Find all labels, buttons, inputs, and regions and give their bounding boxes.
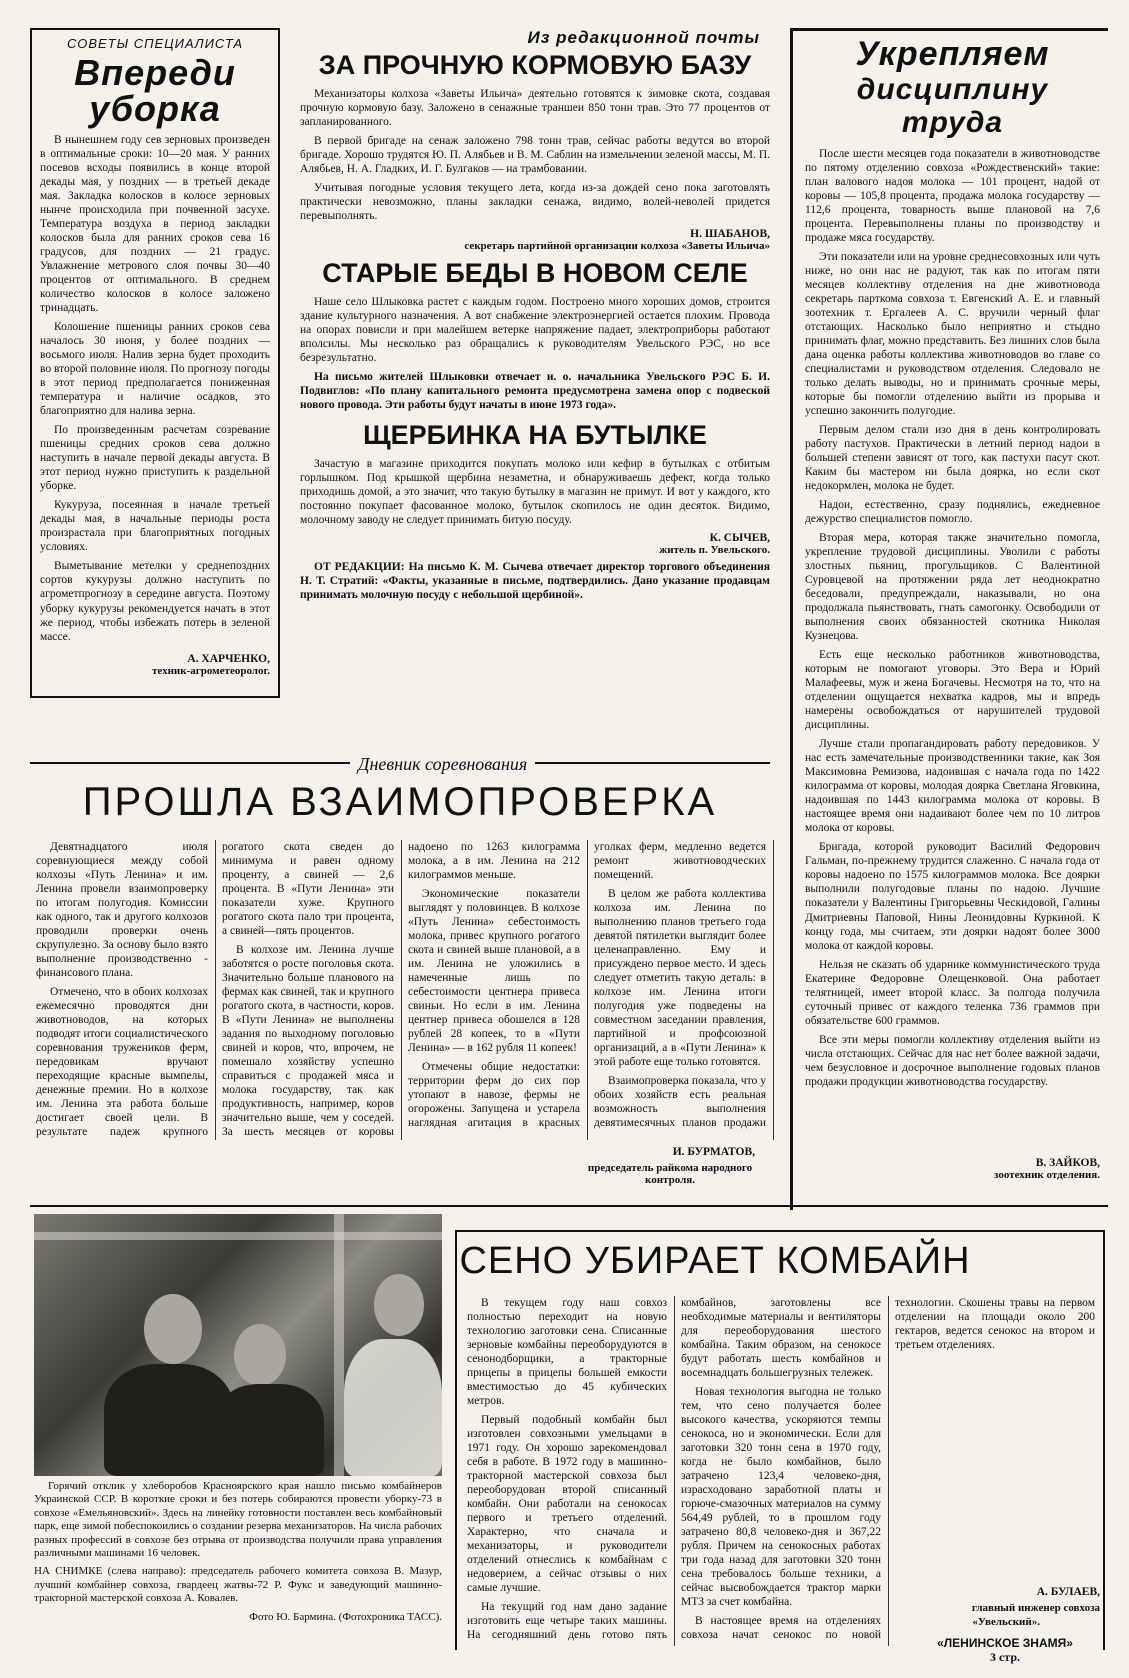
article-title: СЕНО УБИРАЕТ КОМБАЙН [459, 1240, 971, 1282]
author-role: «Увельский». [972, 1616, 1040, 1628]
paragraph: Вторая мера, которая также значительно помогла, укрепление трудовой дисциплины. Уволили с работы злостных пьяниц, прогульщиков. С Валентиной Суровцевой на протяжении ряда лет неоднократно беседовали, предупреждали, наказывали, но она продолжала пьянствовать, гнать самогонку. Освободили от выполнения своих обязанностей скотника Николая Кузнецова. [805, 532, 1100, 643]
paragraph: Есть еще несколько работников животноводства, которым не помогают уговоры. Это Вера и Юрий Малафеевы, муж и жена Богачевы. Несмотря на то, что на отделении ощущается нехватка кадров, мы и впредь намерены освобождаться от нарушителей трудовой дисциплины. [805, 649, 1100, 732]
photo-person-body [214, 1384, 324, 1476]
article-body [300, 87, 770, 223]
paragraph: В настоящее время на отделениях совхоза начат сенокос по новой технологии. Скошены травы на первом отделении на площади около 200 гектаров, ведется сенокос на втором и третьем отделениях. [681, 1297, 1095, 1642]
rubric-sovety: СОВЕТЫ СПЕЦИАЛИСТА [66, 36, 244, 51]
paragraph: В целом же работа коллектива колхоза им. Ленина по выполнению планов третьего года девятой пятилетки выглядит более целенаправленно. Ему и присуждено первое место. И здесь следует отметить такую деталь: в колхозе им. Ленина итоги полугодия уже подведены на совместном заседании правления, партийной и профсоюзной организаций, а в «Пути Ленина» к этой работе еще только готовятся. [594, 888, 766, 1069]
newspaper-name: «ЛЕНИНСКОЕ ЗНАМЯ» [937, 1636, 1073, 1650]
paragraph: Учитывая погодные условия текущего лета, когда из-за дождей сено пока заготовлять практически невозможно, планы закладки сенажа, видимо, волей-неволей придется перевыполнять. [300, 182, 770, 223]
article-vzaimoproverka [30, 754, 775, 1199]
article-seno [455, 1212, 1110, 1672]
editorial-reply [300, 560, 770, 602]
article-title-line2: дисциплину труда [856, 72, 1049, 139]
letters-section [300, 28, 770, 748]
paragraph: Первый подобный комбайн был изготовлен совхозными умельцами в 1971 году. Он хорошо зарекомендовал себя в работе. В 1972 году в машинно-тракторной мастерской совхоза был переоборудован второй списанный комбайн. Они работали на сенокосах первого и третьего отделений. Характерно, что сначала и механизаторы, и руководители отделений отнеслись к комбайнам с недоверием, а сейчас отзывы о них самые лучшие. [467, 1414, 667, 1595]
paragraph: В первой бригаде на сенаж заложено 798 тонн трав, сейчас работы ведутся во второй бригаде. Хорошо трудятся Ю. П. Алябьев и В. М. Саблин на измельчении зеленой массы, М. П. Алябьев, Н. А. Гладких, И. Г. Булгаков — на трамбовании. [300, 135, 770, 176]
article-vperedi-uborka [30, 28, 280, 698]
paragraph: После шести месяцев года показатели в животноводстве по пятому отделению совхоза «Рождественский» такие: план валового надоя молока — 101 процент, надой от коровы — 105,8 процента, продажа молока государству — 112,6 процента, товарность выше плановой на 7,6 процента. Перевыполнены планы по производству и продаже мяса государству. [805, 147, 1100, 244]
paragraph: Горячий отклик у хлеборобов Красноярского края нашло письмо комбайнеров Украинской ССР. В короткие сроки и без потерь собираются провести уборку-73 в совхозе «Емельяновский». Здесь на линейку готовности поставлен весь комбайновый парк, еще зимой побеспокоились о создании резерва механизаторов. На числа рабочих разных профессий в совхозе без отрыва от производства получили права управления различными машинами 16 человек. [34, 1480, 442, 1560]
photo-machine-frame [334, 1214, 344, 1476]
paragraph: Выметывание метелки у среднепоздних сортов кукурузы должно наступить по агрометпрогнозу в середине августа. Поэтому уборку кукурузы рекомендуется начать в этот же период, чтобы избежать потерь в зеленой массе. [40, 560, 270, 643]
paragraph: На текущий год нам дано задание изготовить еще четыре таких машины. На сегодняшний день готово пять комбайнов, заготовлены все необходимые материалы и вентиляторы для переоборудования шестого комбайна. Таким образом, на сенокосе будут работать шесть комбайнов и восемнадцать большегрузных тележек. [467, 1297, 881, 1642]
photo-combine-operators [34, 1214, 442, 1476]
paragraph: Наше село Шлыковка растет с каждым годом. Построено много хороших домов, строится здание культурного назначения. А вот снабжение электроэнергией остается плохим. Провода на опорах повисли и при малейшем ветерке напряжение падает, электроприборы работают вполсилы. Мы несколько раз обращались к руководителям Увельского РЭС, но все безрезультатно. [300, 296, 770, 365]
article-body [300, 457, 770, 527]
article-body [467, 1296, 1095, 1646]
photo-person-head [374, 1274, 424, 1336]
author-name: А. БУЛАЕВ, [1036, 1586, 1100, 1598]
article-body [36, 840, 766, 1140]
article-title-line1: Впереди [74, 52, 236, 93]
paragraph: Бригада, которой руководит Василий Федорович Гальман, по-прежнему трудится слаженно. С начала года от коровы надоено по 1575 килограммов молока. Все доярки выполнили полугодовые планы по надою. Лучшие показатели у Валентины Григорьевны Ческидовой, Галины Дмитриевны Паповой, Нины Леонидовны Куркиной. К концу года, мы считаем, эти доярки надоят более 3000 молока от каждой коровы. [805, 841, 1100, 952]
section-divider [30, 1205, 1108, 1207]
article-discipline [790, 28, 1108, 1210]
photo-machine-frame [34, 1232, 442, 1240]
paragraph: Нельзя не сказать об ударнике коммунистического труда Екатерине Федоровне Олещенковой. Она работает телятницей, имеет второй класс. За полгода получила суточный привес от каждого теленка 736 граммов при обязательстве 600 граммов. [805, 958, 1100, 1027]
paragraph: Новая технология выгодна не только тем, что сено получается более высокого качества, ускоряются темпы сенокоса, но и экономически. Если для заготовки 320 тонн сена в 1970 году, когда не было комбайнов, было затрачено 123,4 человеко-дня, израсходовано заработной платы и горюче-смазочных материалов на сумму 564,49 рублей, то в прошлом году затрачено 80,8 человеко-дня и 367,22 рубля. Причем на сенокосных работах три года назад для заготовки 320 тонн сена требовалось больше техники, а сейчас высвобождается трактор марки МТЗ за счет комбайна. [681, 1386, 881, 1609]
paragraph: Первым делом стали изо дня в день контролировать работу пастухов. Практически в летний период надои в большей степени зависят от того, как пастухи пасут скот. Каким бы мастером ни была доярка, но если скот недокормлен, молока не будет. [805, 423, 1100, 493]
paragraph: Лучше стали пропагандировать работу передовиков. У нас есть замечательные производственники такие, как Зоя Максимовна Ремизова, надоившая с начала года по 1422 килограмма от коровы, молодая доярка Светлана Яговкина, надоившая по 1443 килограмма молока от коровы. В настоящее время они надаивают более чем по 10 литров молока от коровы. [805, 738, 1100, 835]
author-role: секретарь партийной организации колхоза «Заветы Ильича» [464, 240, 770, 253]
paragraph: Отмечены общие недостатки: территории ферм до сих пор утопают в навозе, фермы не огорожены. Запущена и устарела наглядная агитация в красных уголках ферм, медленно ведется ремонт животноводческих помещений. [408, 841, 766, 1130]
article-body [40, 133, 270, 653]
author-role: техник-агрометеоролог. [152, 665, 270, 677]
paragraph: Колошение пшеницы ранних сроков сева началось 30 июня, у более поздних — восьмого июля. Налив зерна будет проходить во второй половине июля. По прогнозу погоды в этот период предполагается пониженная температура и наличие осадков, это благоприятно для налива зерна. [40, 321, 270, 418]
paragraph: Все эти меры помогли коллективу отделения выйти из числа отстающих. Сейчас для нас нет более важной задачи, чем безусловное и досрочное выполнение годовых планов продажи продукции животноводства государству. [805, 1033, 1100, 1088]
page-footer [900, 1636, 1110, 1672]
article-title: ЩЕРБИНКА НА БУТЫЛКЕ [363, 420, 707, 451]
author-name: И. БУРМАТОВ, [672, 1146, 755, 1158]
author-role: главный инженер совхоза [971, 1602, 1100, 1614]
author-role: зоотехник отделения. [993, 1168, 1100, 1181]
paragraph: Зачастую в магазине приходится покупать молоко или кефир в бутылках с отбитым горлышком. Под крышкой щербина незаметна, и обнаруживаешь дефект, когда только приходишь домой, а это значит, что такую бутылку в магазин не примут. И вот у каждого, кто постоянно покупает фасованное молоко, бутылок скопилось не один десяток. Видимо, молочному заводу не следует принимать битую посуду. [300, 458, 770, 527]
article-title-line1: Укрепляем [855, 35, 1050, 73]
photo-person-head [144, 1294, 202, 1364]
author-name: Н. ШАБАНОВ, [690, 228, 770, 241]
paragraph: На письмо жителей Шлыковки отвечает и. о. начальника Увельского РЭС Б. И. Подвиглов: «По плану капитального ремонта предусмотрена замена опор с подвеской нового провода. Эти работы будут начаты в июне 1973 года». [300, 371, 770, 412]
paragraph: Эти показатели или на уровне среднесовхозных или чуть ниже, но они нас не радуют, так как по итогам пяти месяцев коллективу отделения на дне животновода секретарь парткома совхоза т. Евгенский А. Е. и главный зоотехник т. Ергалеев А. С. вручили черный флаг отстающих. Насколько было неприятно и стыдно принимать флаг, можно представить. Без лишних слов была дана оценка работы коллектива животноводов во главе со специалистами и руководством отделения. Следовало не только делать выводы, но и принимать срочные меры, которые бы помогли отделению выйти из прорыва и успешно закончить полугодие. [805, 250, 1100, 417]
paragraph: В текущем году наш совхоз полностью переходит на новую технологию заготовки сена. Списанные зерновые комбайны переоборудуются в сенонодборщики, а тракторные прицепы в прицепы большей емкости вместимостью до 45 кубических метров. [467, 1297, 667, 1408]
photo-person-head [234, 1324, 286, 1386]
article-title-line2: уборка [89, 88, 221, 129]
paragraph: Взаимопроверка показала, что у обоих хозяйств есть реальная возможность выполнения девятимесячных планов продажи [594, 1075, 766, 1130]
paragraph: Экономические показатели выглядят у половинцев. В колхозе «Путь Ленина» себестоимость молока, привес крупного рогатого скота и свиней выше плановой, а в им. Ленина не уложились в намеченные лишь по себестоимости центнера привеса свиньи. Но если в им. Ленина центнер привеса обошелся в 128 рублей 28 копеек, то в «Пути Ленина» — в 162 рубля 11 копеек! [408, 888, 580, 1055]
paragraph: ОТ РЕДАКЦИИ: На письмо К. М. Сычева отвечает директор торгового объединения Н. Т. Стратий: «Факты, указанные в письме, подтвердились. Дано указание продавцам принимать молочную посуду с небольшой щербиной». [300, 561, 770, 602]
author-name: К. СЫЧЕВ, [709, 532, 770, 545]
photo-credit: Фото Ю. Бармина. (Фотохроника ТАСС). [249, 1610, 442, 1623]
article-title: СТАРЫЕ БЕДЫ В НОВОМ СЕЛЕ [322, 258, 748, 289]
rubric-pochta: Из редакционной почты [527, 28, 760, 47]
paragraph: По произведенным расчетам созревание пшеницы средних сроков сева должно наступить в начале первой декады августа. В этот период нужно приступить к раздельной уборке. [40, 424, 270, 493]
author-name: В. ЗАЙКОВ, [1035, 1156, 1100, 1169]
article-title: ЗА ПРОЧНУЮ КОРМОВУЮ БАЗУ [318, 50, 752, 80]
paragraph: В колхозе им. Ленина лучше заботятся о росте поголовья скота. Значительно больше планового на фермах как свиней, так и крупного рогатого скота, в частности, коров. В «Пути Ленина» не выполнены задания по выходному поголовью свиней и коров, что, впрочем, не помешало хозяйству успешно справиться с продажей мяса и молока государству, так как продуктивность, например, коров значительно выше, чем у соседей. За шесть месяцев от коровы надоено по 1263 килограмма молока, а в им. Ленина на 212 килограммов меньше. [222, 841, 580, 1139]
paragraph: НА СНИМКЕ (слева направо): председатель рабочего комитета совхоза В. Мазур, лучший комбайнер совхоза, гвардеец жатвы-72 Р. Фукс и заведующий машинно-тракторной мастерской совхоза А. Ковалев. [34, 1565, 442, 1605]
article-body [805, 147, 1100, 1157]
author-name: А. ХАРЧЕНКО, [187, 653, 270, 665]
photo-person-body [344, 1339, 442, 1476]
paragraph: Кукуруза, посеянная в начале третьей декады мая, в начальные периоды роста произрастала при благоприятных погодных условиях. [40, 499, 270, 554]
author-role: житель п. Увельского. [659, 544, 770, 557]
paragraph: Надои, естественно, сразу поднялись, ежедневное дежурство специалистов помогло. [805, 499, 1100, 526]
page-number: 3 стр. [989, 1650, 1021, 1664]
paragraph: Девятнадцатого июля соревнующиеся между собой колхозы «Путь Ленина» и им. Ленина провели взаимопроверку по итогам полугодия. Комиссии как одного, так и другого колхозов проводили проверки очень скрупулезно. За основу было взято выполнение производственно - финансового плана. [36, 841, 208, 980]
article-title: ПРОШЛА ВЗАИМОПРОВЕРКА [82, 780, 718, 824]
article-body [300, 295, 770, 412]
photo-caption [34, 1480, 442, 1670]
paragraph: Механизаторы колхоза «Заветы Ильича» деятельно готовятся к зимовке скота, создавая прочную кормовую базу. Заложено в сенажные траншеи 850 тонн трав. Это 77 процентов от запланированного. [300, 88, 770, 129]
author-role: председатель райкома народного контроля. [587, 1162, 753, 1186]
rubric-dnevnik: Дневник соревнования [350, 754, 535, 775]
paragraph: Отмечено, что в обоих колхозах ежемесячно проводятся дни животноводов, на которых подводят итоги социалистического соревнования тружеников ферм, передовикам вручают переходящие красные вымпелы, денежные премии. Но в колхозе им. Ленина эта работа больше достигает своей цели. В результате падеж крупного рогатого скота сведен до минимума и равен одному проценту, а свиней — 2,6 процента. В «Пути Ленина» эти показатели хуже. Крупного рогатого скота пало три процента, а свиней—пять процентов. [36, 841, 394, 1139]
paragraph: В нынешнем году сев зерновых произведен в оптимальные сроки: 10—20 мая. У ранних посевов всходы появились в конце второй декады мая, у поздних — в третьей декаде мая. Закладка колосков в колосе зерновых нынче происходила при почвенной засухе. Температура воздуха в период закладки колосков была для ранних сроков сева 16 градусов, для поздних — 21 градус. Увлажнение метрового слоя почвы 30—40 процентов от оптимального. В среднем количество колосков в колосе заложено тринадцать. [40, 134, 270, 315]
